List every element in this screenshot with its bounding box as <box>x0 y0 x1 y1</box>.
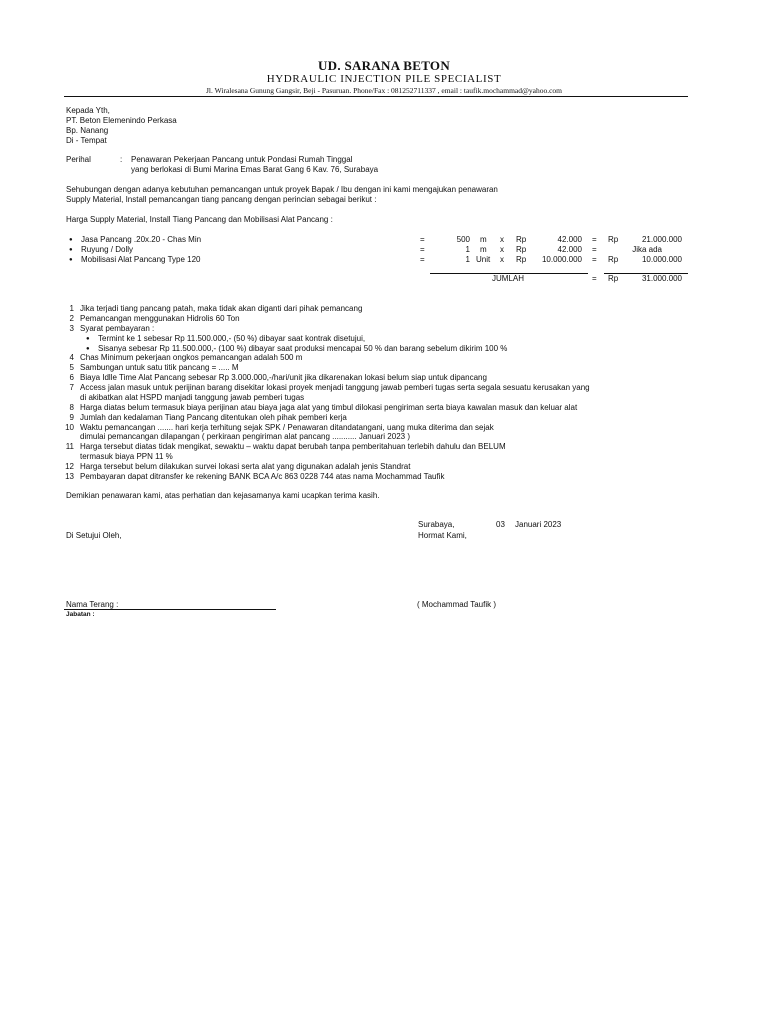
term-number: 7 <box>69 383 74 392</box>
intro-line-3: Harga Supply Material, Install Tiang Pancang dan Mobilisasi Alat Pancang : <box>66 215 333 224</box>
sum-label: JUMLAH <box>492 274 525 283</box>
term-subitem: ● Termint ke 1 sebesar Rp 11.500.000,- (50 %) dibayar saat kontrak disetujui, <box>98 334 365 344</box>
term-text: Sambungan untuk satu titik pancang = ..... M <box>80 363 239 372</box>
signer-name: ( Mochammad Taufik ) <box>417 600 496 609</box>
signature-line <box>64 609 276 610</box>
price-item-total: 21.000.000 <box>641 235 682 244</box>
price-item-eq: = <box>420 255 425 264</box>
company-tagline: HYDRAULIC INJECTION PILE SPECIALIST <box>266 73 502 85</box>
price-item-cur: Rp <box>516 255 527 264</box>
term-number: 9 <box>69 413 74 422</box>
price-item-price: 10.000.000 <box>541 255 582 264</box>
intro-line-2: Supply Material, Install pemancangan tiang pancang dengan perincian sebagai berikut : <box>66 195 377 204</box>
term-number: 10 <box>65 423 74 432</box>
term-text: Pemancangan menggunakan Hidrolis 60 Ton <box>80 314 240 323</box>
price-item-cur2: Rp <box>608 235 619 244</box>
price-item-qty: 1 <box>465 255 470 264</box>
price-item-cur2: Rp <box>608 255 619 264</box>
price-item-eq2: = <box>592 245 597 254</box>
term-number: 8 <box>69 403 74 412</box>
signoff-day: 03 <box>496 520 505 529</box>
term-text: Jumlah dan kedalaman Tiang Pancang ditentukan oleh pihak pemberi kerja <box>80 413 347 422</box>
term-number: 2 <box>69 314 74 323</box>
price-item-cur: Rp <box>516 235 527 244</box>
term-text: di akibatkan alat HSPD manjadi tanggung jawab pemberi tugas <box>80 393 305 402</box>
term-number: 1 <box>69 304 74 313</box>
subject-label: Perihal <box>66 155 91 164</box>
price-item-unit: Unit <box>476 255 491 264</box>
approved-by-label: Di Setujui Oleh, <box>66 531 122 540</box>
price-item-eq: = <box>420 235 425 244</box>
term-number: 13 <box>65 472 74 481</box>
term-text: Harga tersebut belum dilakukan survei lokasi serta alat yang digunakan adalah jenis Standrat <box>80 462 411 471</box>
closing-text: Demikian penawaran kami, atas perhatian dan kejasamanya kami ucapkan terima kasih. <box>66 491 380 500</box>
term-text: Pembayaran dapat ditransfer ke rekening BANK BCA A/c 863 0228 744 atas nama Mochammad Taufik <box>80 472 445 481</box>
signoff-month-year: Januari 2023 <box>515 520 562 529</box>
price-item-name: ● Mobilisasi Alat Pancang Type 120 <box>81 255 200 265</box>
term-text: Waktu pemancangan ....... hari kerja terhitung sejak SPK / Penawaran ditandatangani, uang muka diterima dan sejak <box>80 423 494 432</box>
term-text: Harga tersebut diatas tidak mengikat, sewaktu – waktu dapat berubah tanpa pemberitahuan terlebih dahulu dan BELUM <box>80 442 506 451</box>
term-text: dimulai pemancangan dilapangan ( perkiraan pengiriman alat pancang ........... Januari 2023 ) <box>80 432 410 441</box>
price-item-cur: Rp <box>516 245 527 254</box>
price-item-eq2: = <box>592 235 597 244</box>
price-item-x: x <box>500 245 504 254</box>
name-label: Nama Terang : <box>66 600 119 609</box>
term-number: 5 <box>69 363 74 372</box>
price-item-eq: = <box>420 245 425 254</box>
term-text: Biaya Idlle Time Alat Pancang sebesar Rp 3.000.000,-/hari/unit jika dikarenakan lokasi belum siap untuk dipancang <box>80 373 487 382</box>
regards-label: Hormat Kami, <box>418 531 467 540</box>
term-number: 12 <box>65 462 74 471</box>
term-number: 4 <box>69 353 74 362</box>
company-name: UD. SARANA BETON <box>317 58 451 73</box>
intro-line-1: Sehubungan dengan adanya kebutuhan pemancangan untuk proyek Bapak / Ibu dengan ini kami mengajukan penawaran <box>66 185 498 194</box>
term-number: 6 <box>69 373 74 382</box>
company-address: Jl. Wiralesana Gunung Gangsir, Beji - Pasuruan. Phone/Fax : 081252711337 , email : taufik.mochammad@yahoo.com <box>205 86 563 95</box>
price-item-x: x <box>500 235 504 244</box>
term-text: Chas Minimum pekerjaan ongkos pemancangan adalah 500 m <box>80 353 303 362</box>
subject-line-1: Penawaran Pekerjaan Pancang untuk Pondasi Rumah Tinggal <box>131 155 353 164</box>
sum-eq: = <box>592 274 597 283</box>
term-text: Access jalan masuk untuk perijinan barang disekitar lokasi proyek menjadi tanggung jawab pemberi tugas serta segala sesuatu kerusakan yang <box>80 383 590 392</box>
position-label: Jabatan : <box>66 611 95 618</box>
term-number: 11 <box>65 442 74 451</box>
price-item-total: 10.000.000 <box>641 255 682 264</box>
recipient-company: PT. Beton Elemenindo Perkasa <box>66 116 177 125</box>
term-number: 3 <box>69 324 74 333</box>
price-item-eq2: = <box>592 255 597 264</box>
price-item-name: ● Ruyung / Dolly <box>81 245 133 255</box>
sum-total: 31.000.000 <box>641 274 682 283</box>
term-text: Syarat pembayaran : <box>80 324 155 333</box>
sum-currency: Rp <box>608 274 619 283</box>
price-item-x: x <box>500 255 504 264</box>
subject-line-2: yang berlokasi di Bumi Marina Emas Barat Gang 6 Kav. 76, Surabaya <box>131 165 379 174</box>
subject-colon: : <box>120 155 123 164</box>
recipient-place: Di - Tempat <box>66 136 107 145</box>
price-item-unit: m <box>480 235 487 244</box>
term-subitem: ● Sisanya sebesar Rp 11.500.000,- (100 %) dibayar saat produksi mencapai 50 % dan barang sebelum dikirim 100 % <box>98 344 507 354</box>
price-item-price: 42.000 <box>557 235 582 244</box>
price-item-total: Jika ada <box>632 245 662 254</box>
recipient-greeting: Kepada Yth, <box>66 106 110 115</box>
term-text: Jika terjadi tiang pancang patah, maka tidak akan diganti dari pihak pemancang <box>80 304 363 313</box>
price-item-qty: 500 <box>456 235 470 244</box>
price-item-price: 42.000 <box>557 245 582 254</box>
price-item-qty: 1 <box>465 245 470 254</box>
signoff-city: Surabaya, <box>418 520 455 529</box>
header-divider <box>64 96 688 97</box>
term-text: termasuk biaya PPN 11 % <box>80 452 173 461</box>
term-text: Harga diatas belum termasuk biaya perijinan atau biaya jaga alat yang timbul dilokasi pengiriman serta biaya kawalan masuk dan keluar alat <box>80 403 578 412</box>
recipient-person: Bp. Nanang <box>66 126 109 135</box>
price-item-name: ● Jasa Pancang .20x.20 - Chas Min <box>81 235 201 245</box>
price-item-unit: m <box>480 245 487 254</box>
